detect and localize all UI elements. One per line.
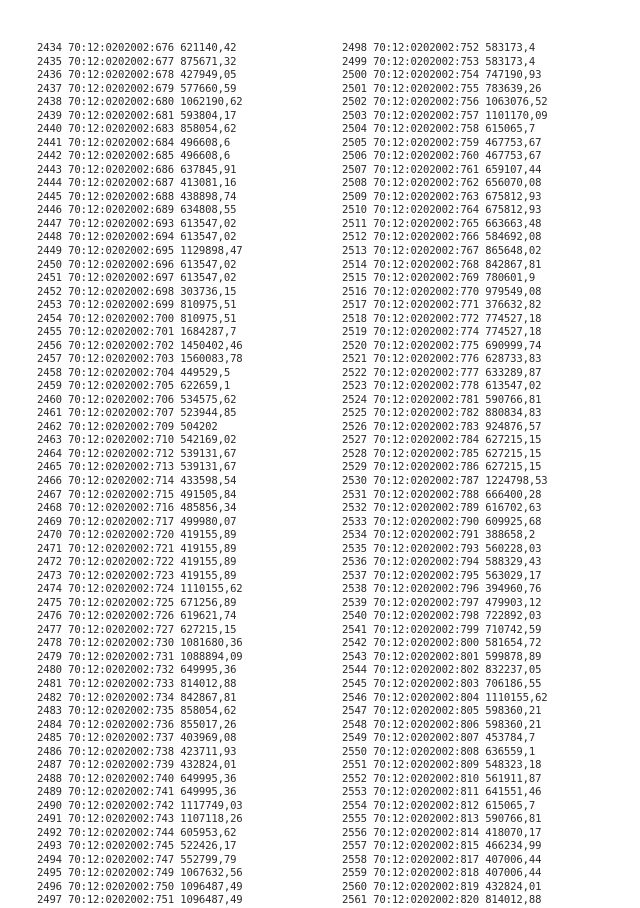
table-row: 2554 70:12:0202002:812 615065,7	[342, 799, 536, 812]
table-row: 2459 70:12:0202002:705 622659,1	[37, 380, 231, 393]
table-row: 2452 70:12:0202002:698 303736,15	[37, 285, 237, 298]
table-row: 2511 70:12:0202002:765 663663,48	[342, 217, 542, 230]
table-row: 2492 70:12:0202002:744 605953,62	[37, 826, 237, 839]
table-row: 2468 70:12:0202002:716 485856,34	[37, 502, 237, 515]
table-row: 2544 70:12:0202002:802 832237,05	[342, 664, 542, 677]
table-row: 2449 70:12:0202002:695 1129898,47	[37, 244, 243, 257]
table-row: 2515 70:12:0202002:769 780601,9	[342, 272, 536, 285]
table-row: 2481 70:12:0202002:733 814012,88	[37, 677, 237, 690]
table-row: 2456 70:12:0202002:702 1450402,46	[37, 339, 243, 352]
table-row: 2545 70:12:0202002:803 706186,55	[342, 677, 542, 690]
table-row: 2529 70:12:0202002:786 627215,15	[342, 461, 542, 474]
table-row: 2531 70:12:0202002:788 666400,28	[342, 488, 542, 501]
table-row: 2438 70:12:0202002:680 1062190,62	[37, 96, 243, 109]
table-row: 2451 70:12:0202002:697 613547,02	[37, 272, 237, 285]
table-row: 2497 70:12:0202002:751 1096487,49	[37, 894, 243, 907]
table-row: 2446 70:12:0202002:689 634808,55	[37, 204, 237, 217]
table-row: 2504 70:12:0202002:758 615065,7	[342, 123, 536, 136]
table-row: 2513 70:12:0202002:767 865648,02	[342, 244, 542, 257]
table-row: 2464 70:12:0202002:712 539131,67	[37, 447, 237, 460]
table-row: 2489 70:12:0202002:741 649995,36	[37, 786, 237, 799]
table-row: 2509 70:12:0202002:763 675812,93	[342, 190, 542, 203]
table-row: 2462 70:12:0202002:709 504202	[37, 420, 218, 433]
table-row: 2498 70:12:0202002:752 583173,4	[342, 42, 536, 54]
table-row: 2440 70:12:0202002:683 858054,62	[37, 123, 237, 136]
table-row: 2553 70:12:0202002:811 641551,46	[342, 786, 542, 799]
table-row: 2530 70:12:0202002:787 1224798,53	[342, 475, 548, 487]
table-row: 2537 70:12:0202002:795 563029,17	[342, 569, 542, 582]
table-row: 2463 70:12:0202002:710 542169,02	[37, 434, 237, 447]
table-row: 2454 70:12:0202002:700 810975,51	[37, 312, 237, 325]
table-row: 2541 70:12:0202002:799 710742,59	[342, 623, 542, 636]
table-row: 2450 70:12:0202002:696 613547,02	[37, 258, 237, 271]
table-row: 2549 70:12:0202002:807 453784,7	[342, 732, 536, 745]
table-row: 2505 70:12:0202002:759 467753,67	[342, 136, 542, 149]
table-row: 2493 70:12:0202002:745 522426,17	[37, 840, 237, 853]
table-row: 2518 70:12:0202002:772 774527,18	[342, 312, 542, 325]
table-row: 2539 70:12:0202002:797 479903,12	[342, 596, 542, 609]
table-row: 2474 70:12:0202002:724 1110155,62	[37, 583, 243, 596]
table-row: 2444 70:12:0202002:687 413081,16	[37, 177, 237, 190]
table-row: 2491 70:12:0202002:743 1107118,26	[37, 813, 243, 826]
table-row: 2476 70:12:0202002:726 619621,74	[37, 610, 237, 623]
table-row: 2533 70:12:0202002:790 609925,68	[342, 515, 542, 528]
table-row: 2439 70:12:0202002:681 593804,17	[37, 109, 237, 122]
table-row: 2520 70:12:0202002:775 690999,74	[342, 339, 542, 352]
table-row: 2443 70:12:0202002:686 637845,91	[37, 163, 237, 176]
table-row: 2534 70:12:0202002:791 388658,2	[342, 529, 536, 542]
left-column	[37, 42, 243, 908]
table-row: 2496 70:12:0202002:750 1096487,49	[37, 880, 243, 893]
table-row: 2552 70:12:0202002:810 561911,87	[342, 772, 542, 785]
table-row: 2523 70:12:0202002:778 613547,02	[342, 380, 542, 393]
table-row: 2445 70:12:0202002:688 438898,74	[37, 190, 237, 203]
table-row: 2535 70:12:0202002:793 560228,03	[342, 542, 542, 555]
table-row: 2486 70:12:0202002:738 423711,93	[37, 745, 237, 758]
table-row: 2485 70:12:0202002:737 403969,08	[37, 732, 237, 745]
table-row: 2461 70:12:0202002:707 523944,85	[37, 407, 237, 420]
table-row: 2560 70:12:0202002:819 432824,01	[342, 880, 542, 893]
table-row: 2475 70:12:0202002:725 671256,89	[37, 596, 237, 609]
table-row: 2540 70:12:0202002:798 722892,03	[342, 610, 542, 623]
table-row: 2506 70:12:0202002:760 467753,67	[342, 150, 542, 163]
table-row: 2558 70:12:0202002:817 407006,44	[342, 853, 542, 866]
table-row: 2532 70:12:0202002:789 616702,63	[342, 502, 542, 515]
table-row: 2435 70:12:0202002:677 875671,32	[37, 55, 237, 68]
table-row: 2448 70:12:0202002:694 613547,02	[37, 231, 237, 244]
table-row: 2551 70:12:0202002:809 548323,18	[342, 759, 542, 772]
table-row: 2525 70:12:0202002:782 880834,83	[342, 407, 542, 420]
table-row: 2516 70:12:0202002:770 979549,08	[342, 285, 542, 298]
table-row: 2543 70:12:0202002:801 599878,89	[342, 650, 542, 663]
table-row: 2437 70:12:0202002:679 577660,59	[37, 82, 237, 95]
table-row: 2472 70:12:0202002:722 419155,89	[37, 556, 237, 569]
table-row: 2524 70:12:0202002:781 590766,81	[342, 393, 542, 406]
table-row: 2528 70:12:0202002:785 627215,15	[342, 447, 542, 460]
table-row: 2436 70:12:0202002:678 427949,05	[37, 69, 237, 82]
table-row: 2488 70:12:0202002:740 649995,36	[37, 772, 237, 785]
table-row: 2510 70:12:0202002:764 675812,93	[342, 204, 542, 217]
table-row: 2484 70:12:0202002:736 855017,26	[37, 718, 237, 731]
table-row: 2470 70:12:0202002:720 419155,89	[37, 529, 237, 542]
table-row: 2494 70:12:0202002:747 552799,79	[37, 853, 237, 866]
table-row: 2507 70:12:0202002:761 659107,44	[342, 163, 542, 176]
table-row: 2526 70:12:0202002:783 924876,57	[342, 420, 542, 433]
table-row: 2522 70:12:0202002:777 633289,87	[342, 366, 542, 379]
table-row: 2455 70:12:0202002:701 1684287,7	[37, 326, 237, 339]
table-row: 2467 70:12:0202002:715 491505,84	[37, 488, 237, 501]
table-row: 2521 70:12:0202002:776 628733,83	[342, 353, 542, 366]
table-row: 2548 70:12:0202002:806 598360,21	[342, 718, 542, 731]
table-row: 2453 70:12:0202002:699 810975,51	[37, 299, 237, 312]
table-row: 2483 70:12:0202002:735 858054,62	[37, 705, 237, 718]
table-row: 2466 70:12:0202002:714 433598,54	[37, 475, 237, 487]
table-row: 2478 70:12:0202002:730 1081680,36	[37, 637, 243, 650]
table-row: 2442 70:12:0202002:685 496608,6	[37, 150, 231, 163]
table-row: 2460 70:12:0202002:706 534575,62	[37, 393, 237, 406]
table-row: 2469 70:12:0202002:717 499980,07	[37, 515, 237, 528]
table-row: 2559 70:12:0202002:818 407006,44	[342, 867, 542, 880]
table-row: 2434 70:12:0202002:676 621140,42	[37, 42, 237, 54]
table-row: 2480 70:12:0202002:732 649995,36	[37, 664, 237, 677]
table-row: 2527 70:12:0202002:784 627215,15	[342, 434, 542, 447]
table-row: 2547 70:12:0202002:805 598360,21	[342, 705, 542, 718]
table-row: 2561 70:12:0202002:820 814012,88	[342, 894, 542, 907]
table-row: 2542 70:12:0202002:800 581654,72	[342, 637, 542, 650]
table-row: 2479 70:12:0202002:731 1088894,09	[37, 650, 243, 663]
table-row: 2514 70:12:0202002:768 842867,81	[342, 258, 542, 271]
table-row: 2501 70:12:0202002:755 783639,26	[342, 82, 542, 95]
table-row: 2477 70:12:0202002:727 627215,15	[37, 623, 237, 636]
table-row: 2512 70:12:0202002:766 584692,08	[342, 231, 542, 244]
table-row: 2457 70:12:0202002:703 1560083,78	[37, 353, 243, 366]
table-row: 2502 70:12:0202002:756 1063076,52	[342, 96, 548, 109]
table-row: 2441 70:12:0202002:684 496608,6	[37, 136, 231, 149]
table-row: 2503 70:12:0202002:757 1101170,09	[342, 109, 548, 122]
table-row: 2517 70:12:0202002:771 376632,82	[342, 299, 542, 312]
table-row: 2556 70:12:0202002:814 418070,17	[342, 826, 542, 839]
table-row: 2557 70:12:0202002:815 466234,99	[342, 840, 542, 853]
table-row: 2487 70:12:0202002:739 432824,01	[37, 759, 237, 772]
table-row: 2490 70:12:0202002:742 1117749,03	[37, 799, 243, 812]
table-row: 2471 70:12:0202002:721 419155,89	[37, 542, 237, 555]
table-row: 2508 70:12:0202002:762 656070,08	[342, 177, 542, 190]
table-row: 2550 70:12:0202002:808 636559,1	[342, 745, 536, 758]
table-row: 2500 70:12:0202002:754 747190,93	[342, 69, 542, 82]
table-row: 2546 70:12:0202002:804 1110155,62	[342, 691, 548, 704]
table-row: 2495 70:12:0202002:749 1067632,56	[37, 867, 243, 880]
table-row: 2482 70:12:0202002:734 842867,81	[37, 691, 237, 704]
table-row: 2458 70:12:0202002:704 449529,5	[37, 366, 231, 379]
table-row: 2473 70:12:0202002:723 419155,89	[37, 569, 237, 582]
table-row: 2465 70:12:0202002:713 539131,67	[37, 461, 237, 474]
table-row: 2499 70:12:0202002:753 583173,4	[342, 55, 536, 68]
table-row: 2538 70:12:0202002:796 394960,76	[342, 583, 542, 596]
right-column	[342, 42, 548, 908]
table-row: 2447 70:12:0202002:693 613547,02	[37, 217, 237, 230]
table-row: 2519 70:12:0202002:774 774527,18	[342, 326, 542, 339]
table-row: 2555 70:12:0202002:813 590766,81	[342, 813, 542, 826]
table-row: 2536 70:12:0202002:794 588329,43	[342, 556, 542, 569]
